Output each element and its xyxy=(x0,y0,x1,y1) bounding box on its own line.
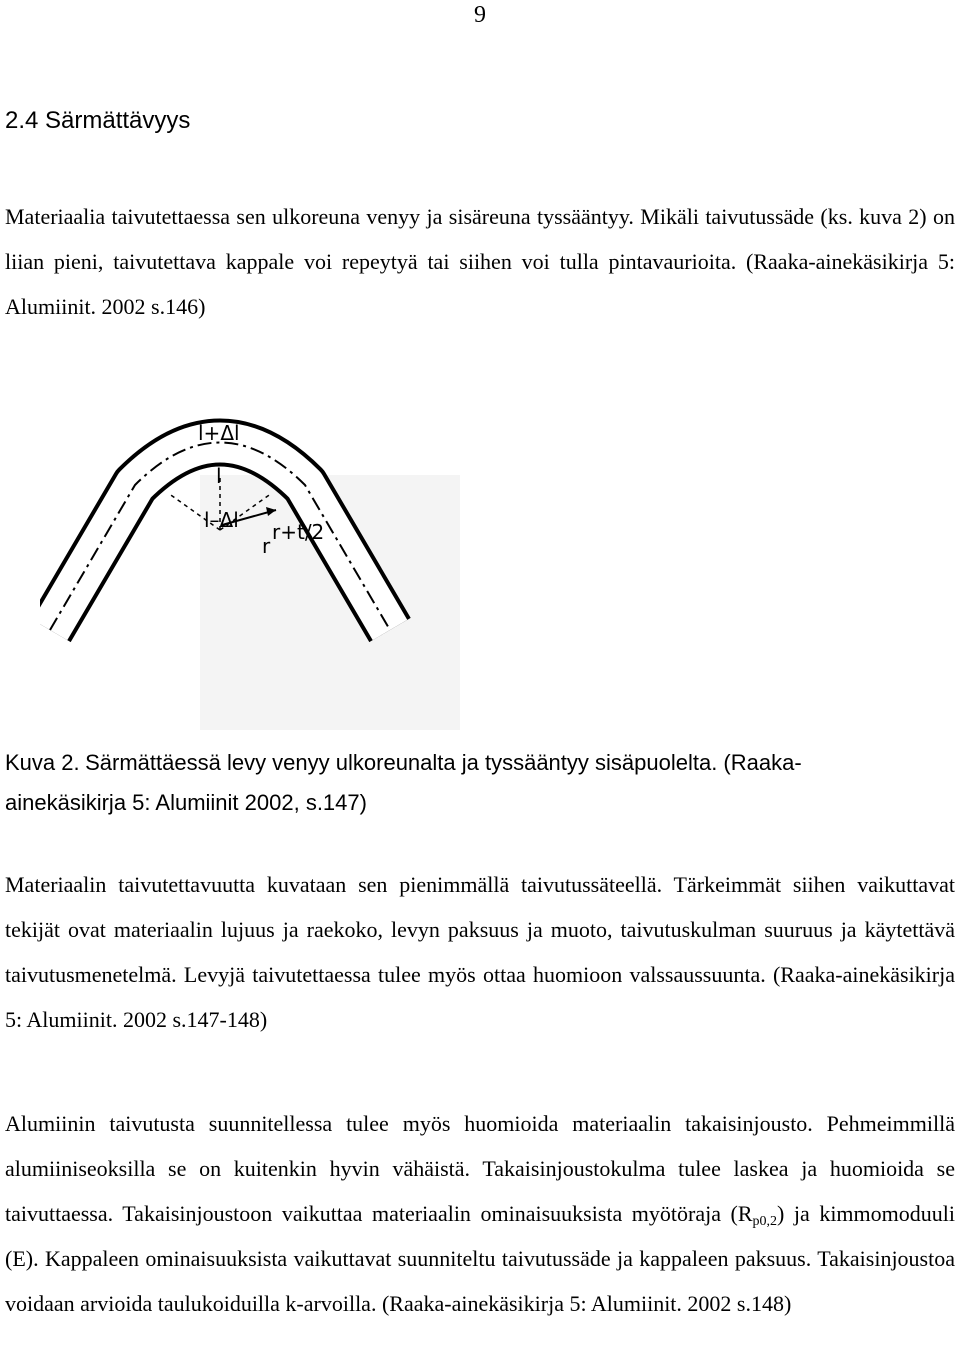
label-inner-length: l–Δl xyxy=(204,508,239,532)
caption-text: Särmättäessä levy venyy ulkoreunalta ja tyssääntyy sisäpuolelta. (Raaka- xyxy=(85,750,802,775)
paragraph-springback xyxy=(5,1101,955,1326)
caption-text-continued: ainekäsikirja 5: Alumiinit 2002, s.147) xyxy=(5,790,367,815)
caption-label: Kuva 2. xyxy=(5,750,80,775)
bending-figure xyxy=(40,415,465,735)
springback-text-part2: ) ja kimmomoduuli (E). Kappaleen ominaisuuksista vaikuttavat suunniteltu taivutussäde ja kappaleen paksuus. Takaisinjoustoa voidaan arvioida taulukoiduilla k-arvoilla. (Raaka-ainekäsikirja 5: Alumiinit. 2002 s.148) xyxy=(5,1201,955,1316)
figure-caption xyxy=(5,743,955,823)
label-radius-mid: r+t/2 xyxy=(272,520,325,544)
yield-strength-subscript: p0,2 xyxy=(752,1214,778,1229)
label-radius: r xyxy=(262,534,271,558)
section-heading: 2.4 Särmättävyys xyxy=(5,107,191,134)
paragraph-bending-intro: Materiaalia taivutettaessa sen ulkoreuna venyy ja sisäreuna tyssääntyy. Mikäli taivutussäde (ks. kuva 2) on liian pieni, taivutettava kappale voi repeytyä tai siihen voi tulla pintavaurioita. (Raaka-ainekäsikirja 5: Alumiinit. 2002 s.146) xyxy=(5,204,955,319)
yield-strength-symbol: R xyxy=(737,1201,753,1226)
paragraph-bendability: Materiaalin taivutettavuutta kuvataan sen pienimmällä taivutussäteellä. Tärkeimmät siihen vaikuttavat tekijät ovat materiaalin lujuus ja raekoko, levyn paksuus ja muoto, taivutuskulman suuruus ja käytettävä taivutusmenetelmä. Levyjä taivutettaessa tulee myös ottaa huomioon valssaussuunta. (Raaka-ainekäsikirja 5: Alumiinit. 2002 s.147-148) xyxy=(5,872,955,1032)
bent-plate-diagram xyxy=(40,415,465,735)
label-middle-length: l xyxy=(216,464,222,488)
page-number: 9 xyxy=(474,2,486,28)
label-outer-length: l+Δl xyxy=(198,421,240,445)
springback-text-part1: Alumiinin taivutusta suunnitellessa tulee myös huomioida materiaalin takaisinjousto. Pehmeimmillä alumiiniseoksilla se on kuitenkin hyvin vähäistä. Takaisinjoustokulma tulee laskea ja huomioida se taivuttaessa. Takaisinjoustoon vaikuttaa materiaalin ominaisuuksista myötöraja ( xyxy=(5,1111,955,1226)
